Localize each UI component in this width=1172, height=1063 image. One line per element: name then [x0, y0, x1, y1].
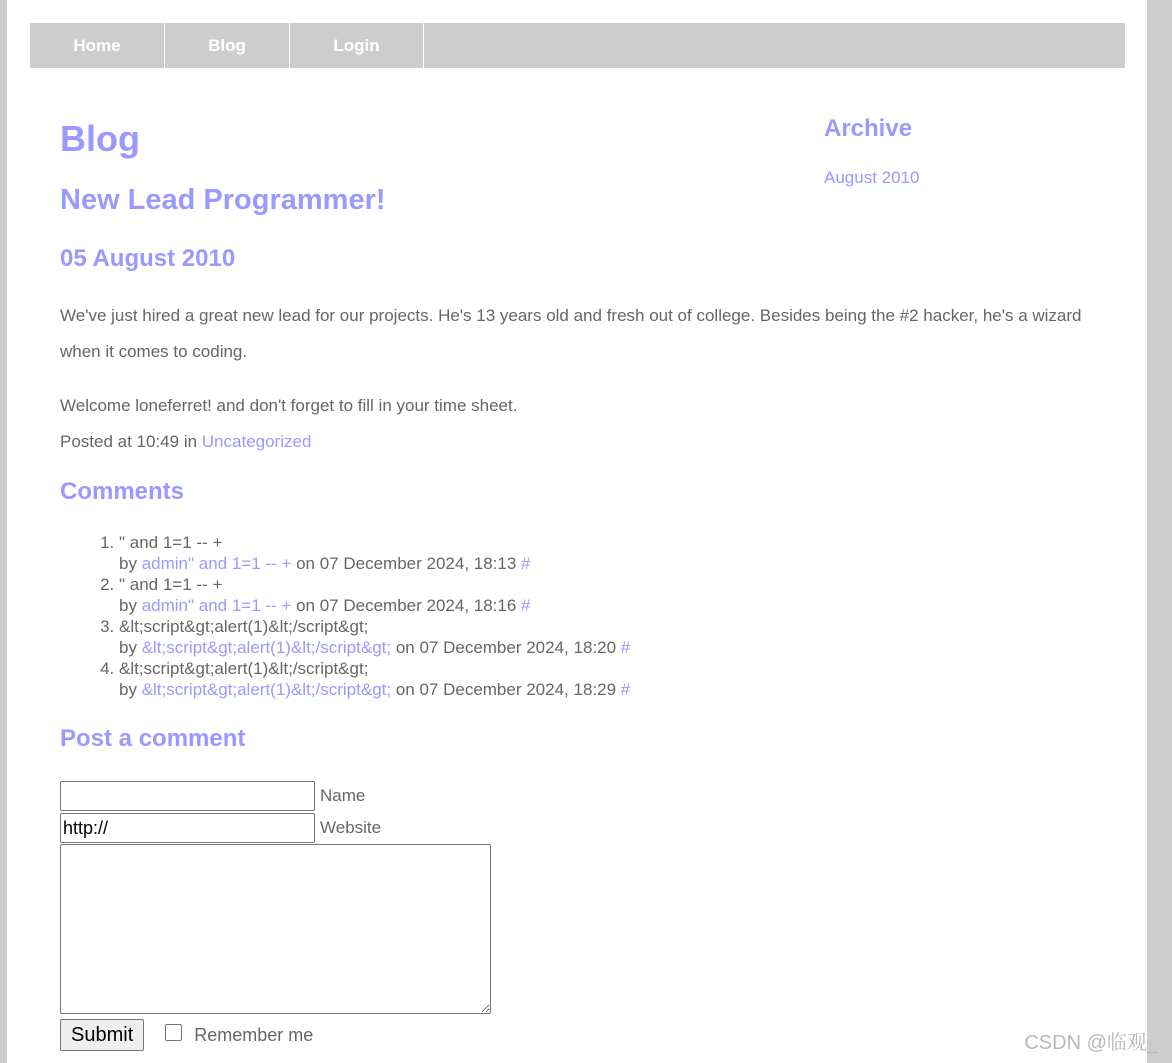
remember-me[interactable]	[165, 1025, 313, 1046]
sidebar	[824, 112, 919, 188]
website-label: Website	[320, 818, 382, 837]
remember-me-label: Remember me	[194, 1024, 314, 1045]
page	[7, 0, 1147, 1063]
comment-item	[119, 658, 630, 700]
name-row	[60, 780, 491, 812]
submit-row	[60, 1019, 491, 1051]
post-comment-heading: Post a comment	[60, 725, 246, 752]
submit-button[interactable]: Submit	[60, 1019, 144, 1051]
comment-item	[119, 616, 630, 658]
name-input[interactable]	[60, 781, 315, 811]
post-meta	[60, 424, 311, 460]
comment-date: on 07 December 2024, 18:16	[291, 596, 522, 615]
comment-author-link[interactable]: admin" and 1=1 -- +	[141, 554, 292, 573]
archive-link-august-2010[interactable]: August 2010	[824, 168, 920, 187]
comment-item	[119, 532, 630, 574]
comment-date: on 07 December 2024, 18:20	[391, 638, 621, 657]
comment-permalink[interactable]: #	[620, 638, 631, 657]
watermark: CSDN @临观_	[1024, 1032, 1158, 1054]
comment-by: by	[119, 596, 142, 615]
comments-list	[60, 532, 630, 700]
comment-author-link[interactable]: admin" and 1=1 -- +	[141, 596, 292, 615]
top-navbar	[30, 23, 1125, 68]
post-welcome: Welcome loneferret! and don't forget to fill in your time sheet.	[60, 396, 518, 415]
comment-author-link[interactable]: &lt;script&gt;alert(1)&lt;/script&gt;	[141, 638, 392, 657]
remember-me-checkbox[interactable]	[165, 1024, 182, 1041]
post-title: New Lead Programmer!	[60, 184, 386, 216]
name-label: Name	[320, 786, 366, 805]
comments-heading: Comments	[60, 478, 185, 505]
page-title: Blog	[60, 118, 140, 159]
comment-text: &lt;script&gt;alert(1)&lt;/script&gt;	[119, 659, 369, 678]
comment-date: on 07 December 2024, 18:29	[391, 680, 621, 699]
comment-by: by	[119, 554, 142, 573]
nav-blog-link[interactable]: Blog	[165, 23, 290, 68]
comment-text: " and 1=1 -- +	[119, 533, 223, 552]
comment-permalink[interactable]: #	[521, 554, 531, 573]
posted-at-text: Posted at 10:49 in	[60, 432, 202, 451]
comment-by: by	[119, 680, 142, 699]
comment-permalink[interactable]: #	[521, 596, 531, 615]
post-date: 05 August 2010	[60, 245, 236, 272]
comment-text: &lt;script&gt;alert(1)&lt;/script&gt;	[119, 617, 369, 636]
category-link[interactable]: Uncategorized	[201, 432, 312, 451]
comment-text: " and 1=1 -- +	[119, 575, 223, 594]
comment-date: on 07 December 2024, 18:13	[291, 554, 522, 573]
nav-home-link[interactable]: Home	[30, 23, 165, 68]
comment-by: by	[119, 638, 142, 657]
website-input[interactable]	[60, 813, 315, 843]
archive-heading: Archive	[824, 115, 913, 142]
comment-textarea[interactable]	[60, 844, 491, 1014]
comment-form	[60, 780, 491, 1051]
comment-item	[119, 574, 630, 616]
post-body: We've just hired a great new lead for our projects. He's 13 years old and fresh out of college. Besides being the #2 hacker, he's a wizard when it comes to coding.	[60, 306, 1082, 361]
comment-permalink[interactable]: #	[620, 680, 631, 699]
comment-author-link[interactable]: &lt;script&gt;alert(1)&lt;/script&gt;	[141, 680, 392, 699]
nav-login-link[interactable]: Login	[290, 23, 424, 68]
website-row	[60, 812, 491, 844]
